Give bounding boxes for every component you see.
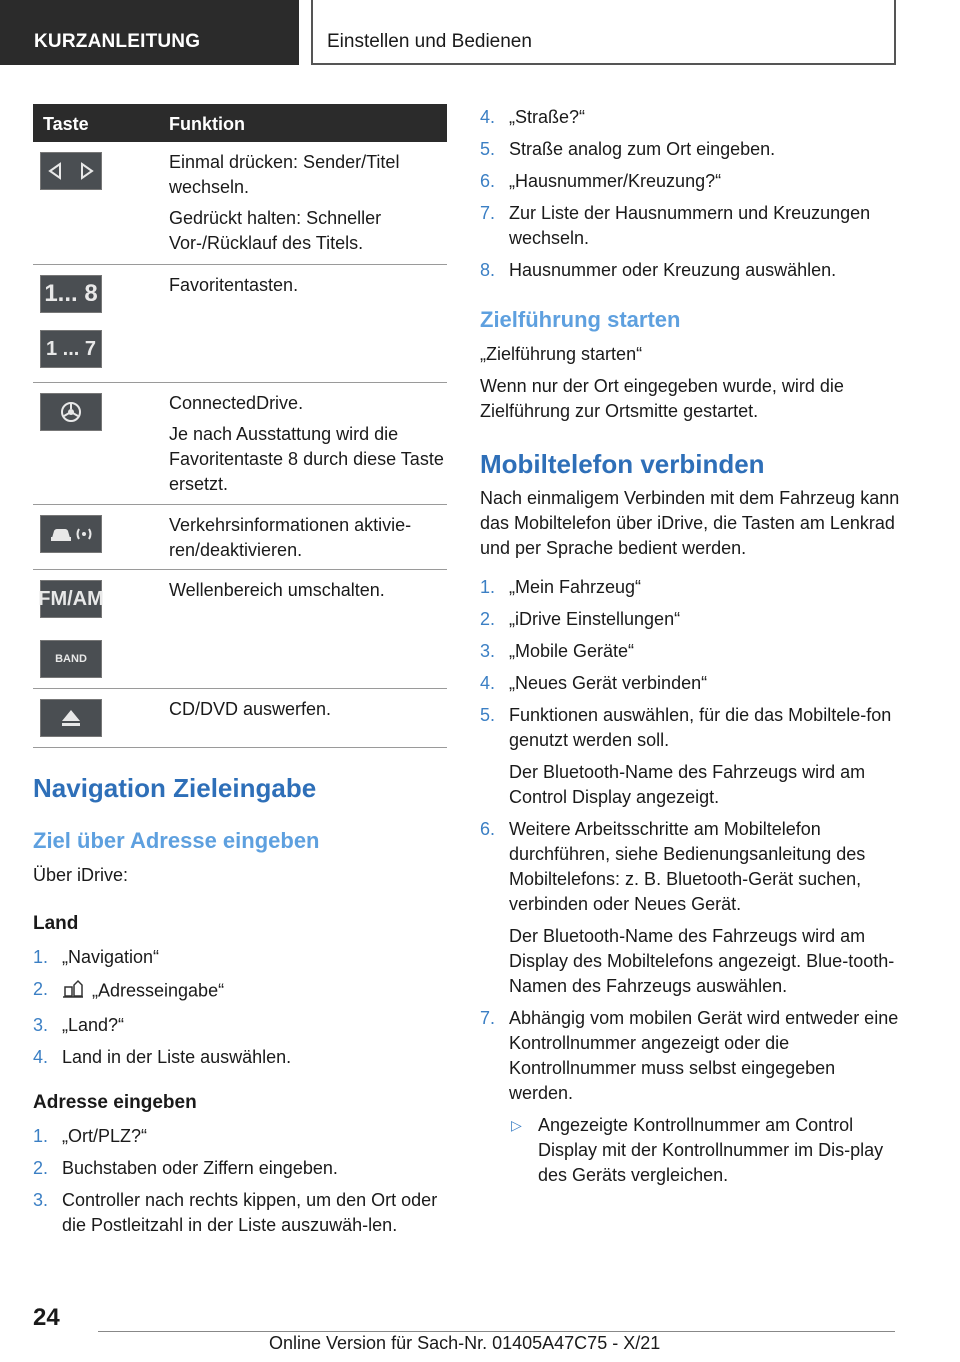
address-label: Adresse eingeben (33, 1092, 197, 1113)
list-item: 4. „Neues Gerät verbinden“ (480, 673, 708, 693)
address-steps (33, 1124, 447, 1245)
cell-text: Je nach Ausstattung wird die Favoritentaste 8 durch diese Taste ersetzt. (169, 424, 444, 494)
list-item: 4. Land in der Liste auswählen. (33, 1047, 292, 1067)
list-item: 5. Straße analog zum Ort eingeben. (480, 139, 776, 159)
header-section-tab (0, 0, 299, 65)
header-chapter-tab (311, 0, 896, 65)
land-label: Land (33, 913, 79, 934)
address-input-icon (62, 977, 84, 1006)
key-function-table (33, 104, 447, 748)
nav-title: Navigation Zieleingabe (33, 773, 317, 803)
cell-text: CD/DVD auswerfen. (169, 699, 332, 719)
list-item: 6. Weitere Arbeitsschritte am Mobiltelefon durchführen, siehe Bedienungsanleitung des Mobiltelefons: z. B. Bluetooth-Gerät suchen, verbinden oder Neues Gerät. Der Bluetooth-Name des Fahrzeugs wird am Display des Mobiltelefons angezeigt. Blue-tooth-Namen des Fahrzeugs auswählen. (480, 817, 900, 999)
footer-text: Online Version für Sach-Nr. 01405A47C75 - X/21 (269, 1333, 661, 1353)
table-row (33, 689, 447, 748)
band-key: BAND (40, 640, 102, 678)
table-row (33, 383, 447, 505)
footer-divider (98, 1331, 895, 1332)
traffic-info-icon (40, 515, 102, 553)
guidance-line1: „Zielführung starten“ (480, 344, 643, 364)
page-number: 24 (33, 1304, 60, 1331)
header-section: KURZANLEITUNG (34, 31, 201, 52)
cell-text: Wellenbereich umschalten. (169, 580, 385, 600)
list-item: 5. Funktionen auswählen, für die das Mobiltele-fon genutzt werden soll. Der Bluetooth-Name des Fahrzeugs wird am Control Display angezeigt. (480, 703, 900, 810)
list-item: 2. „Adresseingabe“ (33, 977, 447, 1006)
list-item: 1. „Mein Fahrzeug“ (480, 577, 642, 597)
col-key-header: Taste (43, 114, 89, 134)
list-item: 1. „Navigation“ (33, 947, 160, 967)
address-steps-continued (480, 105, 900, 290)
list-item: 2. „iDrive Einstellungen“ (480, 609, 681, 629)
list-item: 7. Zur Liste der Hausnummern und Kreuzungen wechseln. (480, 203, 871, 248)
triangle-bullet-icon: ▷ (511, 1117, 522, 1133)
list-item: 1. „Ort/PLZ?“ (33, 1126, 148, 1146)
favorite-key-1-7: 1 ... 7 (40, 330, 102, 368)
phone-intro: Nach einmaligem Verbinden mit dem Fahrzeug kann das Mobiltelefon über iDrive, die Tasten am Lenkrad und per Sprache bedient werden. (480, 488, 900, 558)
header-chapter: Einstellen und Bedienen (327, 31, 532, 52)
table-row (33, 505, 447, 570)
table-row (33, 142, 447, 265)
table-header (33, 104, 447, 142)
list-item: 3. Controller nach rechts kippen, um den Ort oder die Postleitzahl in der Liste auszuwäh-len. (33, 1190, 438, 1235)
list-item: 2. Buchstaben oder Ziffern eingeben. (33, 1158, 338, 1178)
cell-text: Verkehrsinformationen aktivie-ren/deaktivieren. (169, 515, 412, 560)
phone-title: Mobiltelefon verbinden (480, 449, 765, 479)
list-item: 3. „Mobile Geräte“ (480, 641, 635, 661)
cell-text: ConnectedDrive. (169, 393, 304, 413)
land-steps (33, 945, 447, 1077)
seek-arrows-icon (40, 152, 102, 190)
cell-text: Gedrückt halten: Schneller Vor-/Rücklauf des Titels. (169, 208, 382, 253)
eject-icon (40, 699, 102, 737)
table-row (33, 570, 447, 689)
step-note: Der Bluetooth-Name des Fahrzeugs wird am Display des Mobiltelefons angezeigt. Blue-tooth-Namen des Fahrzeugs auswählen. (509, 926, 895, 996)
fm-am-key: FM/AM (40, 580, 102, 618)
step-note: Der Bluetooth-Name des Fahrzeugs wird am Control Display angezeigt. (509, 762, 866, 807)
favorite-key-1-8: 1... 8 (40, 275, 102, 313)
list-item: 3. „Land?“ (33, 1015, 125, 1035)
list-item: 4. „Straße?“ (480, 107, 586, 127)
nav-intro: Über iDrive: (33, 865, 129, 885)
list-item: 7. Abhängig vom mobilen Gerät wird entweder eine Kontrollnummer angezeigt oder die Kontrollnummer muss selbst eingegeben werden. ▷ Angezeigte Kontrollnummer am Control Display mit der Kontrollnummer im Dis-play des Geräts vergleichen. (480, 1006, 900, 1188)
col-function-header: Funktion (169, 114, 245, 134)
connected-drive-icon (40, 393, 102, 431)
guidance-title: Zielführung starten (480, 307, 681, 332)
list-item: 6. „Hausnummer/Kreuzung?“ (480, 171, 722, 191)
list-item: 8. Hausnummer oder Kreuzung auswählen. (480, 260, 837, 280)
nav-subtitle: Ziel über Adresse eingeben (33, 828, 320, 853)
sub-step: ▷ Angezeigte Kontrollnummer am Control Display mit der Kontrollnummer im Dis-play des Geräts vergleichen. (511, 1115, 884, 1185)
phone-steps (480, 575, 900, 1195)
table-row (33, 265, 447, 383)
guidance-line2: Wenn nur der Ort eingegeben wurde, wird die Zielführung zur Ortsmitte gestartet. (480, 376, 844, 421)
cell-text: Einmal drücken: Sender/Titel wechseln. (169, 152, 400, 197)
cell-text: Favoritentasten. (169, 275, 299, 295)
